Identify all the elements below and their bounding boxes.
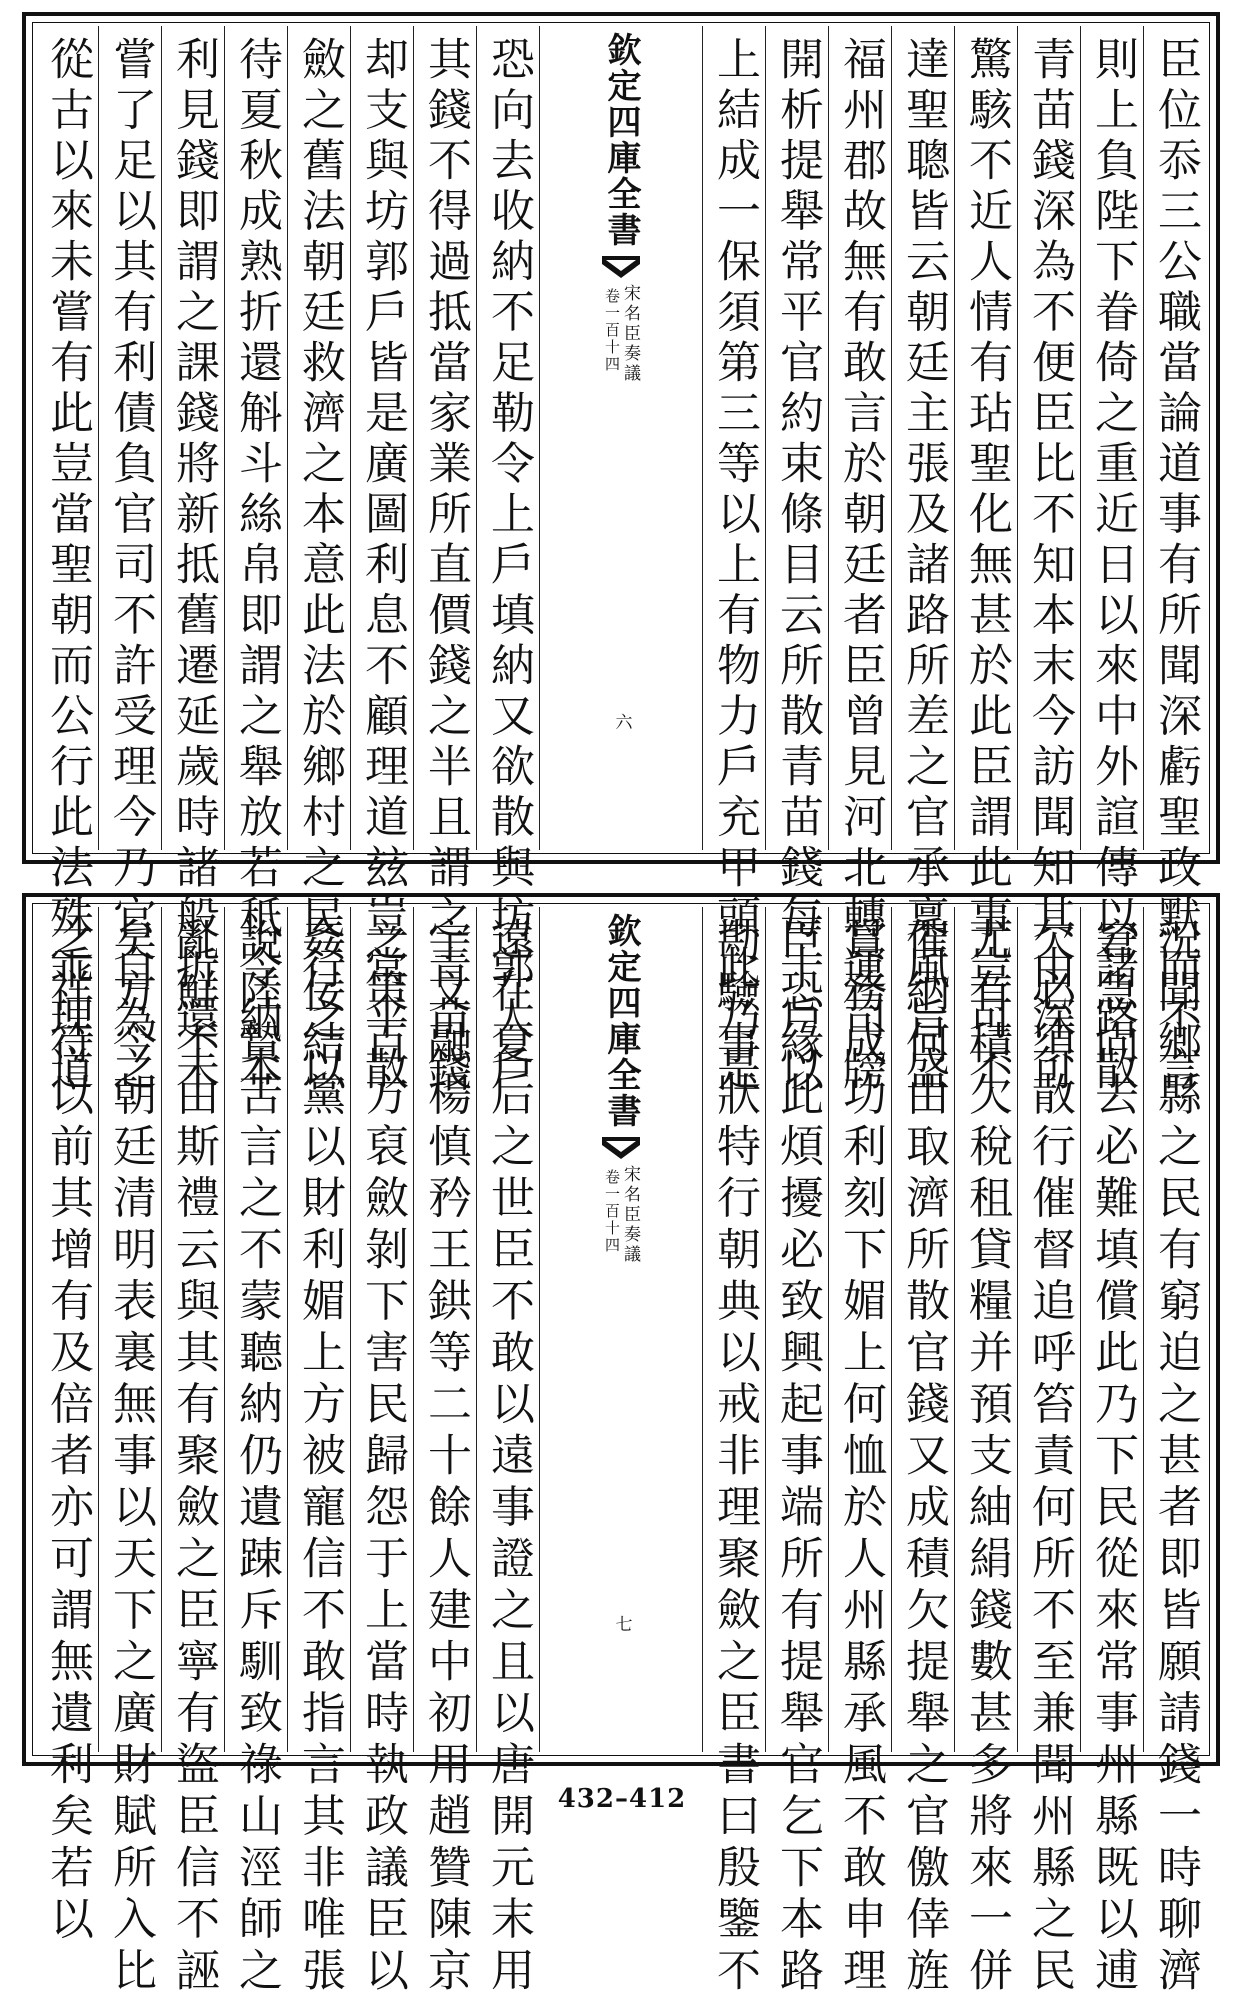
column-text: 上結成一保須第三等以上有物力戶充甲頭此乃是 [709,36,760,1097]
text-column [224,907,287,1999]
column-text: 之策百方裒斂剝下害民歸怨于上當時執政議臣以 [357,917,408,1999]
column-text: 嘗了足以其有利債負官司不許受理今乃官自為之 [105,36,156,1097]
text-column [350,26,413,1097]
fish-tail-mark-icon [602,256,640,278]
center-subtitle [604,284,638,384]
upper-leaf-panel [22,12,1220,1097]
text-column [350,907,413,1999]
book-title: 欽定四庫全書 [601,32,641,248]
text-column [1143,907,1206,1999]
text-column [287,907,350,1999]
column-text: 青苗錢深為不便臣比不知本末今訪聞知其由深可 [1024,36,1075,1097]
text-column [36,26,98,1097]
series-title: 宋名臣奏議 [620,284,640,384]
text-column [1080,907,1143,1999]
column-text: 遠在夏后之世臣不敢以遠事證之且以唐開元末用 [483,917,534,1999]
text-column [224,26,287,1097]
column-text: 窘急向去必難填償此乃下民從來常事州縣既以逋 [1087,917,1138,1999]
column-text: 臣位忝三公職當論道事有所聞深虧聖政默而不言 [1150,36,1201,1097]
column-text: 待夏秋成熟折還斛斗絲帛即謂之舉放若秪令納本 [231,36,282,1097]
column-text: 却支與坊郭戶皆是廣圖利息不顧理道玆豈常平散 [357,36,408,1097]
text-column [1017,26,1080,1097]
column-text: 其錢不得過抵當家業所直價錢之半且謂之青苗錢 [420,36,471,1097]
column-text: 勘驗事狀特行朝典以戒非理聚斂之臣書曰殷鑒不 [709,917,760,1999]
text-column [702,907,765,1999]
column-text: 宇文融楊慎矜王鉷等二十餘人建中初用趙贊陳京 [420,917,471,1999]
text-column [1080,26,1143,1097]
text-column [1143,26,1206,1097]
text-column [1017,907,1080,1999]
text-column [891,907,954,1999]
page-number: 432–412 [557,1784,687,1814]
text-column [828,26,891,1097]
text-column [36,907,98,1947]
series-title: 宋名臣奏議 [620,1165,640,1265]
column-text: 利見錢即謂之課錢將新抵舊遷延歲時諸般折還未 [168,36,219,1097]
column-text: 臣恐緣此煩擾必致興起事端所有提舉官乞下本路 [772,917,823,1999]
column-text: 恐向去收納不足勒令上戶填納又欲散與坊郭人戶 [483,36,534,1097]
folio-number: 六 [611,713,632,730]
column-text: 福州郡故無有敢言於朝廷者臣曾見河北轉運司牓 [835,36,886,1097]
text-column [476,26,539,1097]
text-column [476,907,539,1999]
center-margin [539,26,702,850]
volume-label: 卷一百十四 [603,1169,621,1254]
column-text: 驚駭不近人情有玷聖化無甚於此臣謂此事豈可不 [961,36,1012,1097]
column-text: 催納何由取濟所散官錢又成積欠提舉之官儌倖旌 [898,917,949,1999]
book-title: 欽定四庫全書 [601,913,641,1129]
column-text: 斂之舊法朝廷救濟之本意此法於鄉村之民行之以 [294,36,345,1097]
text-column [828,907,891,1999]
text-column [161,26,224,1097]
center-margin [539,907,702,1752]
center-subtitle [604,1165,638,1265]
column-text: 達聖聰皆云朝廷主張及諸路所差之官承稟風旨盛 [898,36,949,1097]
column-text: 之祥符以前其增有及倍者亦可謂無遺利矣若以 [42,917,93,1947]
text-column [765,26,828,1097]
column-text: 說陸贄苦言之不蒙聽納仍遺踈斥馴致祿山涇師之 [231,917,282,1999]
text-column [702,26,765,1097]
text-column [413,907,476,1999]
text-column [954,26,1017,1097]
upper-leaf-columns [36,26,1206,1097]
column-text: 尤有積欠稅租貸糧并預支紬絹錢數甚多將來一併 [961,917,1012,1999]
text-column [413,26,476,1097]
column-text: 開析提舉常平官約束條目云所散青苗錢每十戶以 [772,36,823,1097]
text-column [287,26,350,1097]
text-column [98,907,161,1999]
text-column [161,907,224,1999]
text-column [891,26,954,1097]
column-text: 姦佞結黨以財利媚上方被寵信不敢指言其非唯張 [294,917,345,1999]
column-text: 亂鮮不由斯禮云與其有聚斂之臣寧有盜臣信不誣 [168,917,219,1999]
column-text: 從古以來未嘗有此豈當聖朝而公行此法殊乖理道 [42,36,93,1097]
text-column [765,907,828,1999]
column-text: 欠必須散行催督追呼笞責何所不至兼聞州縣之民 [1024,917,1075,1999]
column-text: 賞務成功利刻下媚上何恤於人州縣承風不敢申理 [835,917,886,1999]
fish-tail-mark-icon [602,1137,640,1159]
folio-number: 七 [611,1615,632,1632]
text-column [98,26,161,1097]
text-column [954,907,1017,1999]
column-text: 矣方今朝廷清明表裏無事以天下之廣財賦所入比 [105,917,156,1999]
column-text: 則上負陛下眷倚之重近日以來中外諠傳以諸路散 [1087,36,1138,1097]
column-text: 況聞鄉縣之民有窮迫之甚者即皆願請錢一時聊濟 [1150,917,1201,1999]
volume-label: 卷一百十四 [603,288,621,373]
